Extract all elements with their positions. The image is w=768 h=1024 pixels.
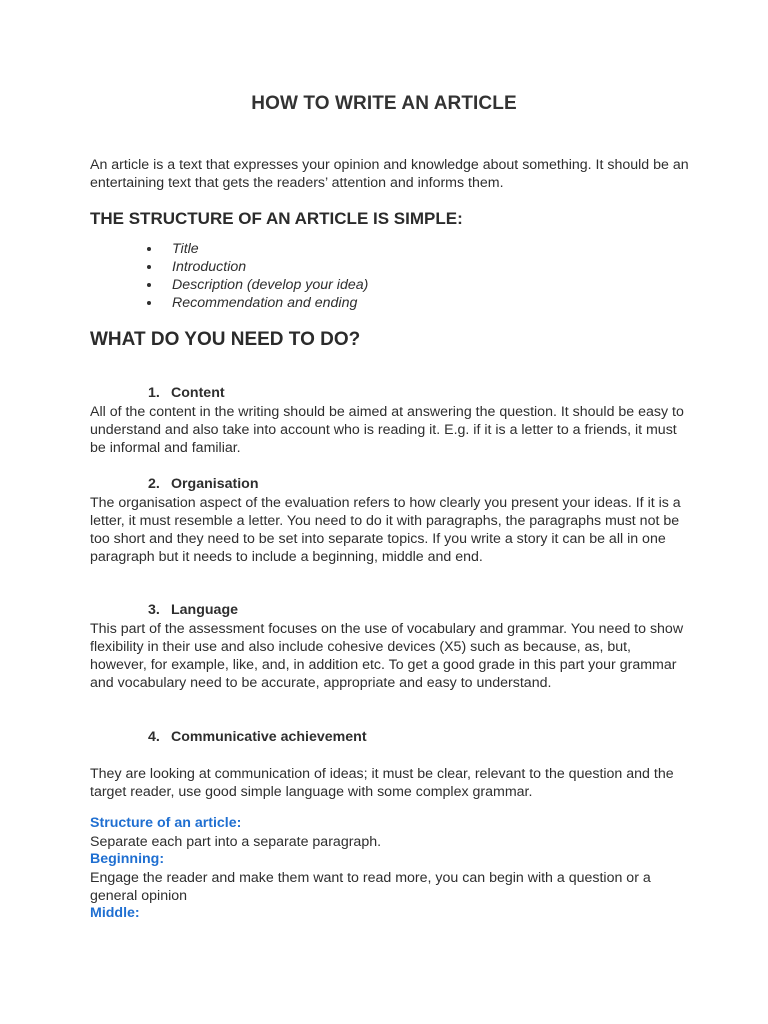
bullet-icon xyxy=(147,247,151,251)
section-title: Language xyxy=(171,602,239,618)
bullet-icon xyxy=(147,283,151,287)
structure-list xyxy=(90,240,368,312)
section-number: 1. xyxy=(148,385,160,401)
intro-paragraph: An article is a text that expresses your opinion and knowledge about something. It should be an entertaining text that gets the readers’ attention and informs them. xyxy=(90,157,689,191)
section-heading-communicative xyxy=(148,729,367,745)
section-number: 4. xyxy=(148,729,160,745)
list-item-text: Introduction xyxy=(172,259,247,275)
middle-heading: Middle: xyxy=(90,905,140,921)
list-item xyxy=(90,294,368,312)
need-heading: WHAT DO YOU NEED TO DO? xyxy=(90,329,361,350)
document-title: HOW TO WRITE AN ARTICLE xyxy=(251,93,517,114)
list-item xyxy=(90,276,368,294)
list-item xyxy=(90,258,368,276)
bullet-icon xyxy=(147,265,151,269)
structure-of-article-heading: Structure of an article: xyxy=(90,815,242,831)
structure-heading: THE STRUCTURE OF AN ARTICLE IS SIMPLE: xyxy=(90,209,463,228)
section-number: 2. xyxy=(148,476,160,492)
section-body-content: All of the content in the writing should be aimed at answering the question. It should be easy to understand and also take into account who is reading it. E.g. if it is a letter to a friends, it must be informal and familiar. xyxy=(90,404,684,456)
section-number: 3. xyxy=(148,602,160,618)
list-item-text: Recommendation and ending xyxy=(172,295,358,311)
beginning-heading: Beginning: xyxy=(90,851,165,867)
beginning-text: Engage the reader and make them want to read more, you can begin with a question or a general opinion xyxy=(90,870,651,904)
structure-of-article-text: Separate each part into a separate paragraph. xyxy=(90,834,382,850)
section-heading-language xyxy=(148,602,238,618)
section-body-organisation: The organisation aspect of the evaluation refers to how clearly you present your ideas. If it is a letter, it must resemble a letter. You need to do it with paragraphs, the paragraphs must not be too short and they need to be set into separate topics. If you write a story it can be all in one paragraph but it needs to include a beginning, middle and end. xyxy=(90,495,681,565)
section-heading-content xyxy=(148,385,225,401)
section-body-language: This part of the assessment focuses on the use of vocabulary and grammar. You need to show flexibility in their use and also include cohesive devices (X5) such as because, as, but, however, for example, like, and, in addition etc. To get a good grade in this part your grammar and vocabulary need to be accurate, appropriate and easy to understand. xyxy=(90,621,684,691)
section-title: Communicative achievement xyxy=(171,729,367,745)
bullet-icon xyxy=(147,301,151,305)
section-title: Organisation xyxy=(171,476,259,492)
section-title: Content xyxy=(171,385,225,401)
section-heading-organisation xyxy=(148,476,259,492)
list-item xyxy=(90,240,368,258)
list-item-text: Description (develop your idea) xyxy=(172,277,369,293)
section-body-communicative: They are looking at communication of ideas; it must be clear, relevant to the question and the target reader, use good simple language with some complex grammar. xyxy=(90,766,674,800)
list-item-text: Title xyxy=(172,241,199,257)
